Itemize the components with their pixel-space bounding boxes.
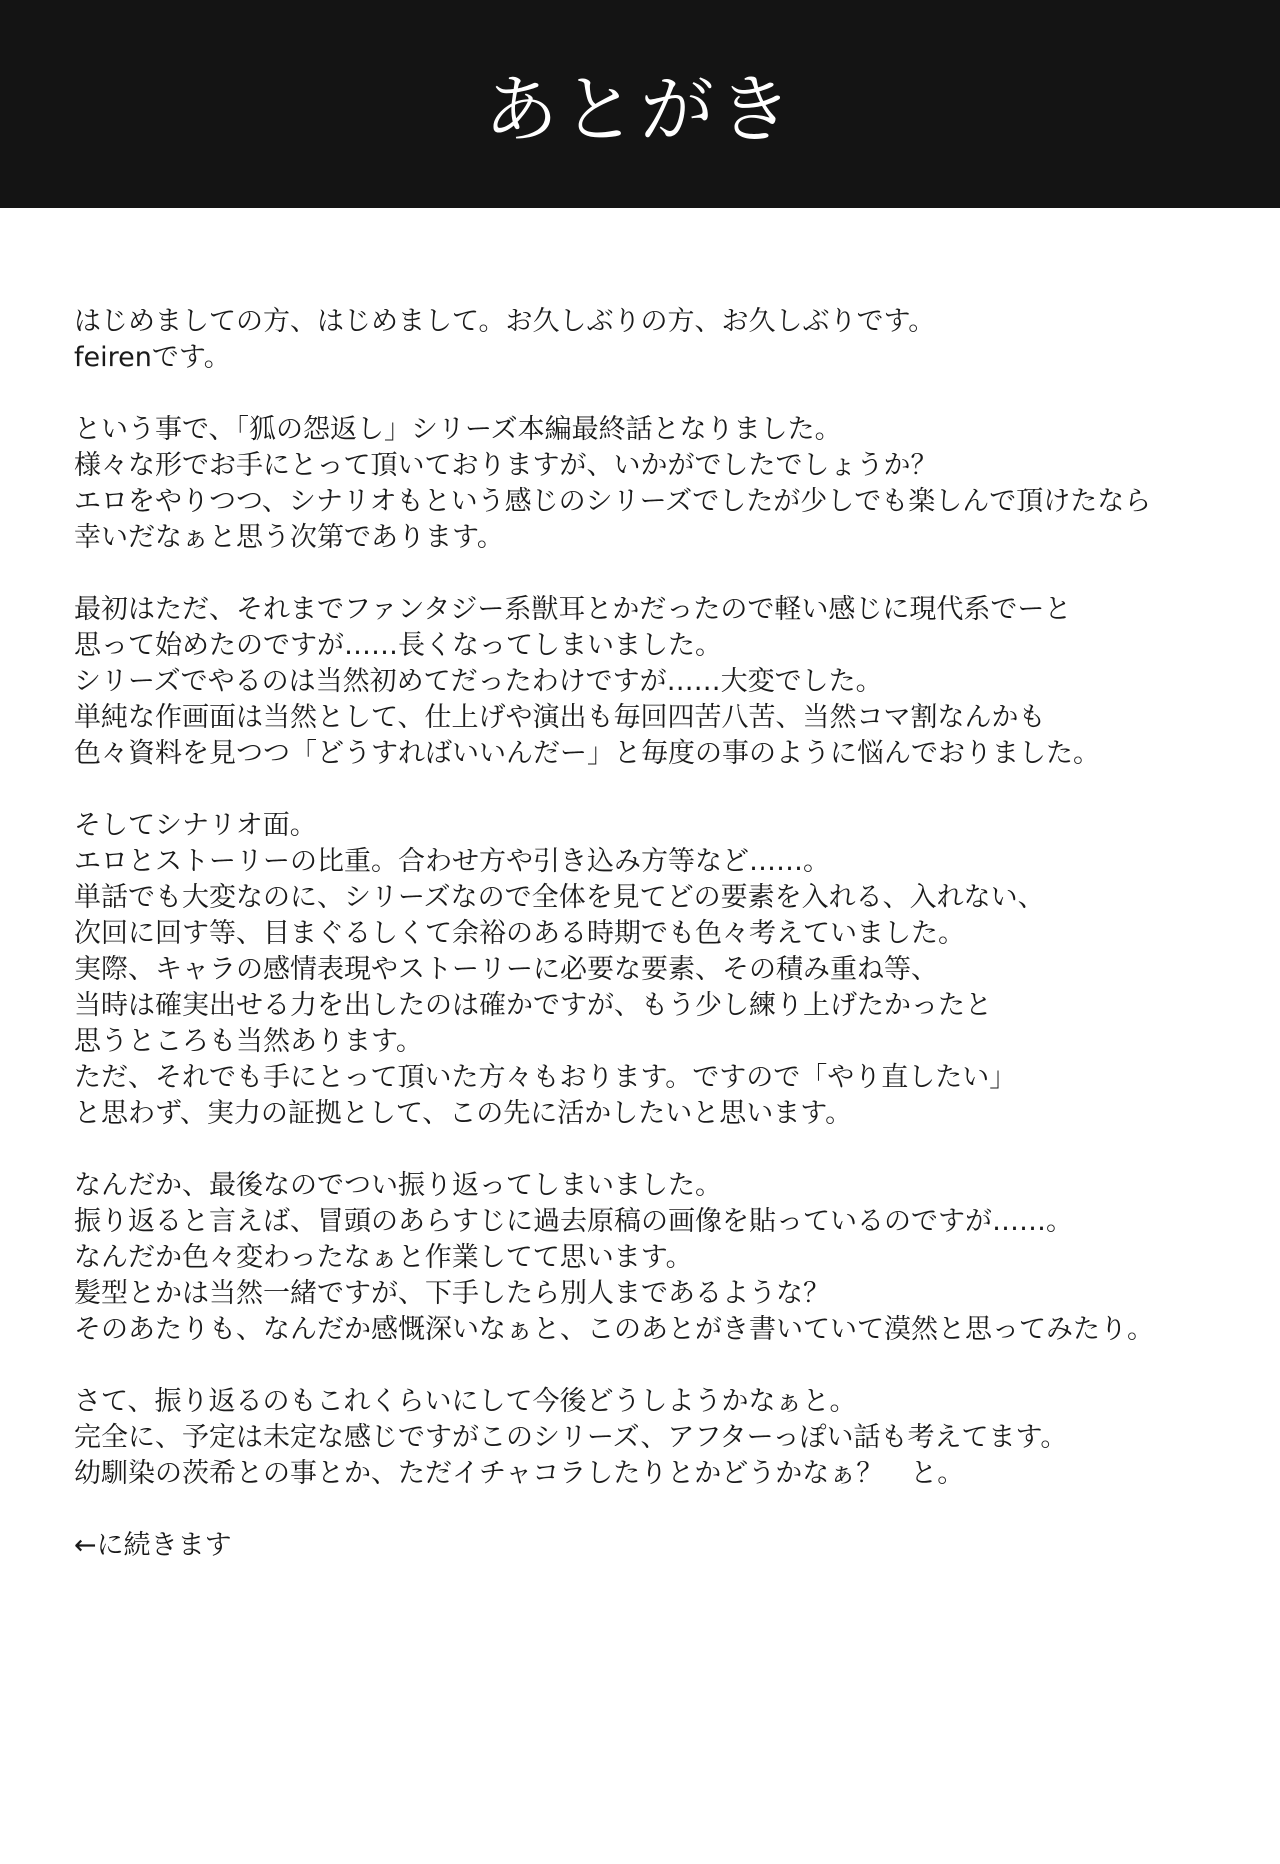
text-line: ただ、それでも手にとって頂いた方々もおります。ですので「やり直したい」	[74, 1062, 1017, 1093]
text-line: 振り返ると言えば、冒頭のあらすじに過去原稿の画像を貼っているのですが……。	[74, 1206, 1073, 1237]
page-title: あとがき	[484, 67, 796, 153]
text-line: 様々な形でお手にとって頂いておりますが、いかがでしたでしょうか？	[74, 450, 938, 481]
paragraph-future	[74, 1384, 1234, 1492]
text-line: はじめましての方、はじめまして。お久しぶりの方、お久しぶりです。	[74, 306, 936, 337]
paragraph-series-end	[74, 412, 1234, 556]
text-line: 当時は確実出せる力を出したのは確かですが、もう少し練り上げたかったと	[74, 990, 992, 1021]
text-line: そしてシナリオ面。	[74, 810, 317, 841]
text-line: エロをやりつつ、シナリオもという感じのシリーズでしたが少しでも楽しんで頂けたなら	[74, 486, 1152, 517]
text-line: 髪型とかは当然一緒ですが、下手したら別人まであるような？	[74, 1278, 830, 1309]
text-line: なんだか色々変わったなぁと作業してて思います。	[74, 1242, 693, 1273]
text-line: 最初はただ、それまでファンタジー系獣耳とかだったので軽い感じに現代系でーと	[74, 594, 1072, 625]
text-line: 単話でも大変なのに、シリーズなので全体を見てどの要素を入れる、入れない、	[74, 882, 1045, 913]
text-line: シリーズでやるのは当然初めてだったわけですが……大変でした。	[74, 666, 883, 697]
header-band	[0, 0, 1280, 208]
text-line: 幼馴染の茨希との事とか、ただイチャコラしたりとかどうかなぁ？ と。	[74, 1458, 965, 1489]
text-line: という事で、「狐の怨返し」シリーズ本編最終話となりました。	[74, 414, 842, 445]
text-line: 思うところも当然あります。	[74, 1026, 423, 1057]
continue-note	[74, 1528, 1234, 1564]
afterword-body	[74, 304, 1234, 1564]
text-line: 完全に、予定は未定な感じですがこのシリーズ、アフターっぽい話も考えてます。	[74, 1422, 1068, 1453]
text-line: と思わず、実力の証拠として、この先に活かしたいと思います。	[74, 1098, 853, 1129]
text-line: 幸いだなぁと思う次第であります。	[74, 522, 504, 553]
text-line: 単純な作画面は当然として、仕上げや演出も毎回四苦八苦、当然コマ割なんかも	[74, 702, 1046, 733]
paragraph-scenario	[74, 808, 1234, 1132]
text-line: 思って始めたのですが……長くなってしまいました。	[74, 630, 722, 661]
text-line: そのあたりも、なんだか感慨深いなぁと、このあとがき書いていて漠然と思ってみたり。	[74, 1314, 1154, 1345]
text-line: 実際、キャラの感情表現やストーリーに必要な要素、その積み重ね等、	[74, 954, 938, 985]
text-line: feirenです。	[74, 342, 231, 373]
continue-note-text: ←に続きます	[74, 1530, 232, 1561]
text-line: 次回に回す等、目まぐるしくて余裕のある時期でも色々考えていました。	[74, 918, 965, 949]
text-line: さて、振り返るのもこれくらいにして今後どうしようかなぁと。	[74, 1386, 857, 1417]
text-line: なんだか、最後なのでつい振り返ってしまいました。	[74, 1170, 722, 1201]
text-line: 色々資料を見つつ「どうすればいいんだー」と毎度の事のように悩んでおりました。	[74, 738, 1100, 769]
paragraph-beginning	[74, 592, 1234, 772]
text-line: エロとストーリーの比重。合わせ方や引き込み方等など……。	[74, 846, 830, 877]
paragraph-looking-back	[74, 1168, 1234, 1348]
paragraph-greeting	[74, 304, 1234, 376]
